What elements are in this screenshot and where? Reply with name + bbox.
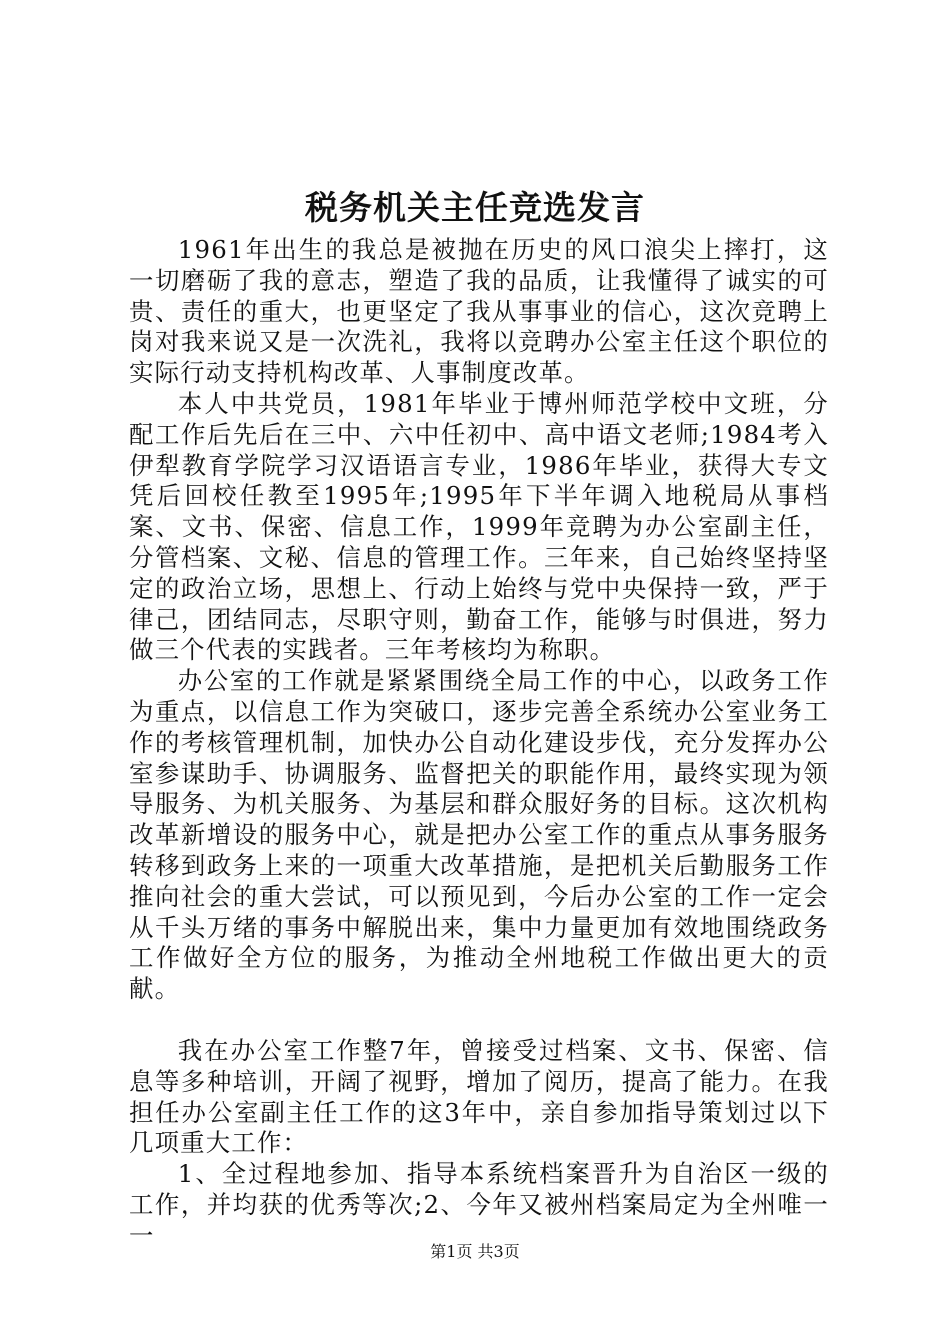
paragraph-office-work: 办公室的工作就是紧紧围绕全局工作的中心，以政务工作为重点，以信息工作为突破口，逐步完善全系统办公室业务工作的考核管理机制，加快办公自动化建设步伐，充分发挥办公室参谋助手、协调服务、监督把关的职能作用，最终实现为领导服务、为机关服务、为基层和群众服好务的目标。这次机构改革新增设的服务中心，就是把办公室工作的重点从事务服务转移到政务上来的一项重大改革措施，是把机关后勤服务工作推向社会的重大尝试，可以预见到，今后办公室的工作一定会从千头万绪的事务中解脱出来，集中力量更加有效地围绕政务工作做好全方位的服务，为推动全州地税工作做出更大的贡献。 [129, 666, 829, 1004]
paragraph-experience: 我在办公室工作整7年，曾接受过档案、文书、保密、信息等多种培训，开阔了视野，增加了阅历，提高了能力。在我担任办公室副主任工作的这3年中，亲自参加指导策划过以下几项重大工作： [129, 1035, 829, 1158]
paragraph-spacer [129, 1005, 829, 1036]
document-body [129, 235, 829, 1252]
paragraph-background: 1961年出生的我总是被抛在历史的风口浪尖上摔打，这一切磨砺了我的意志，塑造了我的品质，让我懂得了诚实的可贵、责任的重大，也更坚定了我从事事业的信心，这次竞聘上岗对我来说又是一次洗礼，我将以竞聘办公室主任这个职位的实际行动支持机构改革、人事制度改革。 [129, 235, 829, 388]
paragraph-achievements: 1、全过程地参加、指导本系统档案晋升为自治区一级的工作，并均获的优秀等次;2、今年又被州档案局定为全州唯一一 [129, 1159, 829, 1250]
page-number-footer: 第1页 共3页 [430, 1242, 520, 1261]
document-title: 税务机关主任竞选发言 [305, 188, 645, 227]
paragraph-resume: 本人中共党员，1981年毕业于博州师范学校中文班，分配工作后先后在三中、六中任初中、高中语文老师;1984考入伊犁教育学院学习汉语语言专业，1986年毕业，获得大专文凭后回校任教至1995年;1995年下半年调入地税局从事档案、文书、保密、信息工作，1999年竞聘为办公室副主任，分管档案、文秘、信息的管理工作。三年来，自己始终坚持坚定的政治立场，思想上、行动上始终与党中央保持一致，严于律己，团结同志，尽职守则，勤奋工作，能够与时俱进，努力做三个代表的实践者。三年考核均为称职。 [129, 388, 829, 665]
